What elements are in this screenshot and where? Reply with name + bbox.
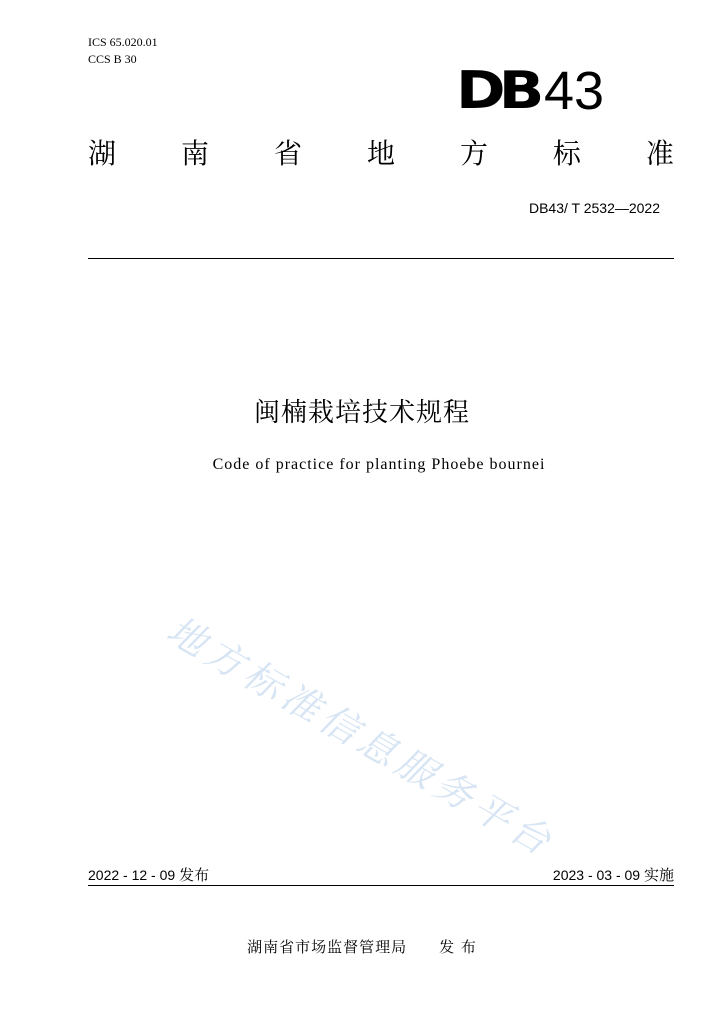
ics-code: ICS 65.020.01 xyxy=(88,35,158,49)
standard-type-char: 省 xyxy=(273,137,302,170)
db-logo-number: 43 xyxy=(544,61,605,121)
standard-type-char: 湖 xyxy=(88,137,117,170)
issuer-name: 湖南省市场监督管理局 xyxy=(247,938,408,956)
watermark: 地方标准信息服务平台 xyxy=(159,607,563,866)
standard-type-char: 地 xyxy=(366,137,395,170)
standard-code: DB43/ T 2532—2022 xyxy=(528,200,660,216)
issuer-action: 发 布 xyxy=(439,938,477,956)
top-divider xyxy=(88,258,674,259)
issue-date-label: 发布 xyxy=(179,866,210,884)
standard-type-char: 准 xyxy=(645,137,674,170)
db-logo-letters: DB xyxy=(456,61,538,121)
issue-date-value: 2022 - 12 - 09 xyxy=(88,867,176,883)
implementation-date-value: 2023 - 03 - 09 xyxy=(552,867,641,883)
issuer xyxy=(0,936,724,957)
standard-type-char: 标 xyxy=(552,137,581,170)
document-title: 闽楠栽培技术规程 xyxy=(253,398,470,428)
standard-type-char: 南 xyxy=(180,137,209,170)
bottom-divider xyxy=(88,885,674,886)
document-subtitle: Code of practice for planting Phoebe bournei xyxy=(212,456,546,473)
issue-date xyxy=(88,864,209,885)
standard-type-title xyxy=(88,136,674,172)
standard-type-char: 方 xyxy=(459,137,488,170)
implementation-date-label: 实施 xyxy=(643,866,674,884)
classification-codes xyxy=(88,34,158,68)
db-logo xyxy=(456,60,626,122)
implementation-date xyxy=(553,864,674,885)
ccs-code: CCS B 30 xyxy=(88,52,137,66)
